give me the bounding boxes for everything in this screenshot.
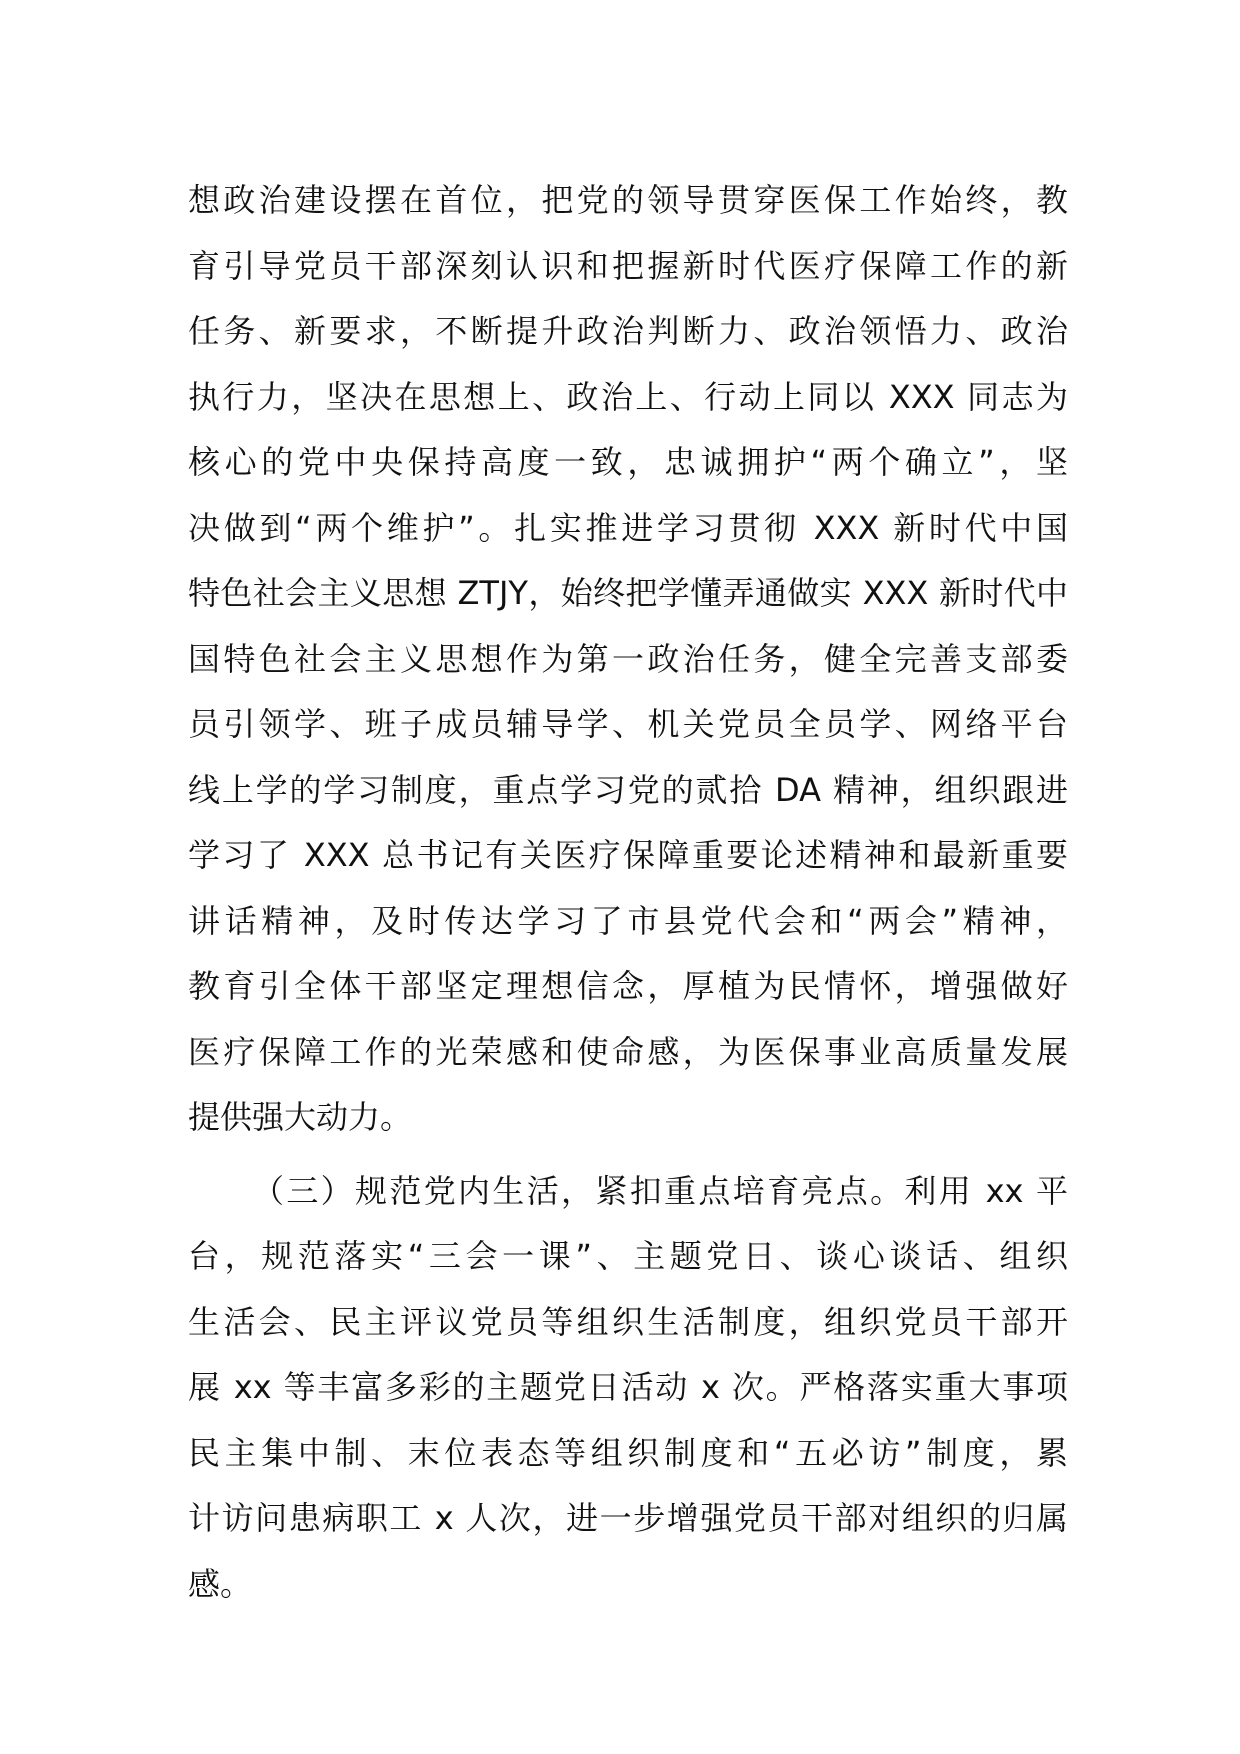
text-line: 线上学的学习制度，重点学习党的贰拾 DA 精神，组织跟进 [188,770,1068,809]
text-line: 计访问患病职工 x 人次，进一步增强党员干部对组织的归属 [188,1499,1068,1537]
section-heading-line: （三）规范党内生活，紧扣重点培育亮点。利用 xx 平 [252,1171,1068,1210]
text-line: 学习了 XXX 总书记有关医疗保障重要论述精神和最新重要 [188,836,1068,874]
paragraph [188,1159,1068,1618]
text-line: 核心的党中央保持高度一致，忠诚拥护“两个确立”，坚 [188,443,1068,481]
text-line: 育引导党员干部深刻认识和把握新时代医疗保障工作的新 [188,246,1068,285]
text-line: 教育引全体干部坚定理想信念，厚植为民情怀，增强做好 [188,967,1068,1005]
text-line: 提供强大动力。 [188,1098,413,1136]
text-line: 展 xx 等丰富多彩的主题党日活动 x 次。严格落实重大事项 [188,1368,1068,1406]
paragraph [188,168,1068,1151]
text-line: 讲话精神，及时传达学习了市县党代会和“两会”精神， [188,901,1068,940]
text-line: 国特色社会主义思想作为第一政治任务，健全完善支部委 [188,639,1068,678]
text-line: 任务、新要求，不断提升政治判断力、政治领悟力、政治 [188,312,1068,350]
text-line: 感。 [188,1564,253,1603]
text-line: 医疗保障工作的光荣感和使命感，为医保事业高质量发展 [188,1032,1068,1071]
text-line: 台，规范落实“三会一课”、主题党日、谈心谈话、组织 [188,1237,1068,1275]
text-line: 生活会、民主评议党员等组织生活制度，组织党员干部开 [188,1302,1068,1341]
text-line: 特色社会主义思想 ZTJY，始终把学懂弄通做实 XXX 新时代中 [188,574,1068,612]
text-line: 执行力，坚决在思想上、政治上、行动上同以 XXX 同志为 [188,377,1068,416]
text-line: 决做到“两个维护”。扎实推进学习贯彻 XXX 新时代中国 [188,508,1068,547]
text-line: 民主集中制、末位表态等组织制度和“五必访”制度，累 [188,1433,1068,1472]
text-line: 员引领学、班子成员辅导学、机关党员全员学、网络平台 [188,705,1068,743]
paragraph-gap [188,1151,1068,1159]
body-text [188,168,1068,1617]
text-line: 想政治建设摆在首位，把党的领导贯穿医保工作始终，教 [188,181,1068,219]
